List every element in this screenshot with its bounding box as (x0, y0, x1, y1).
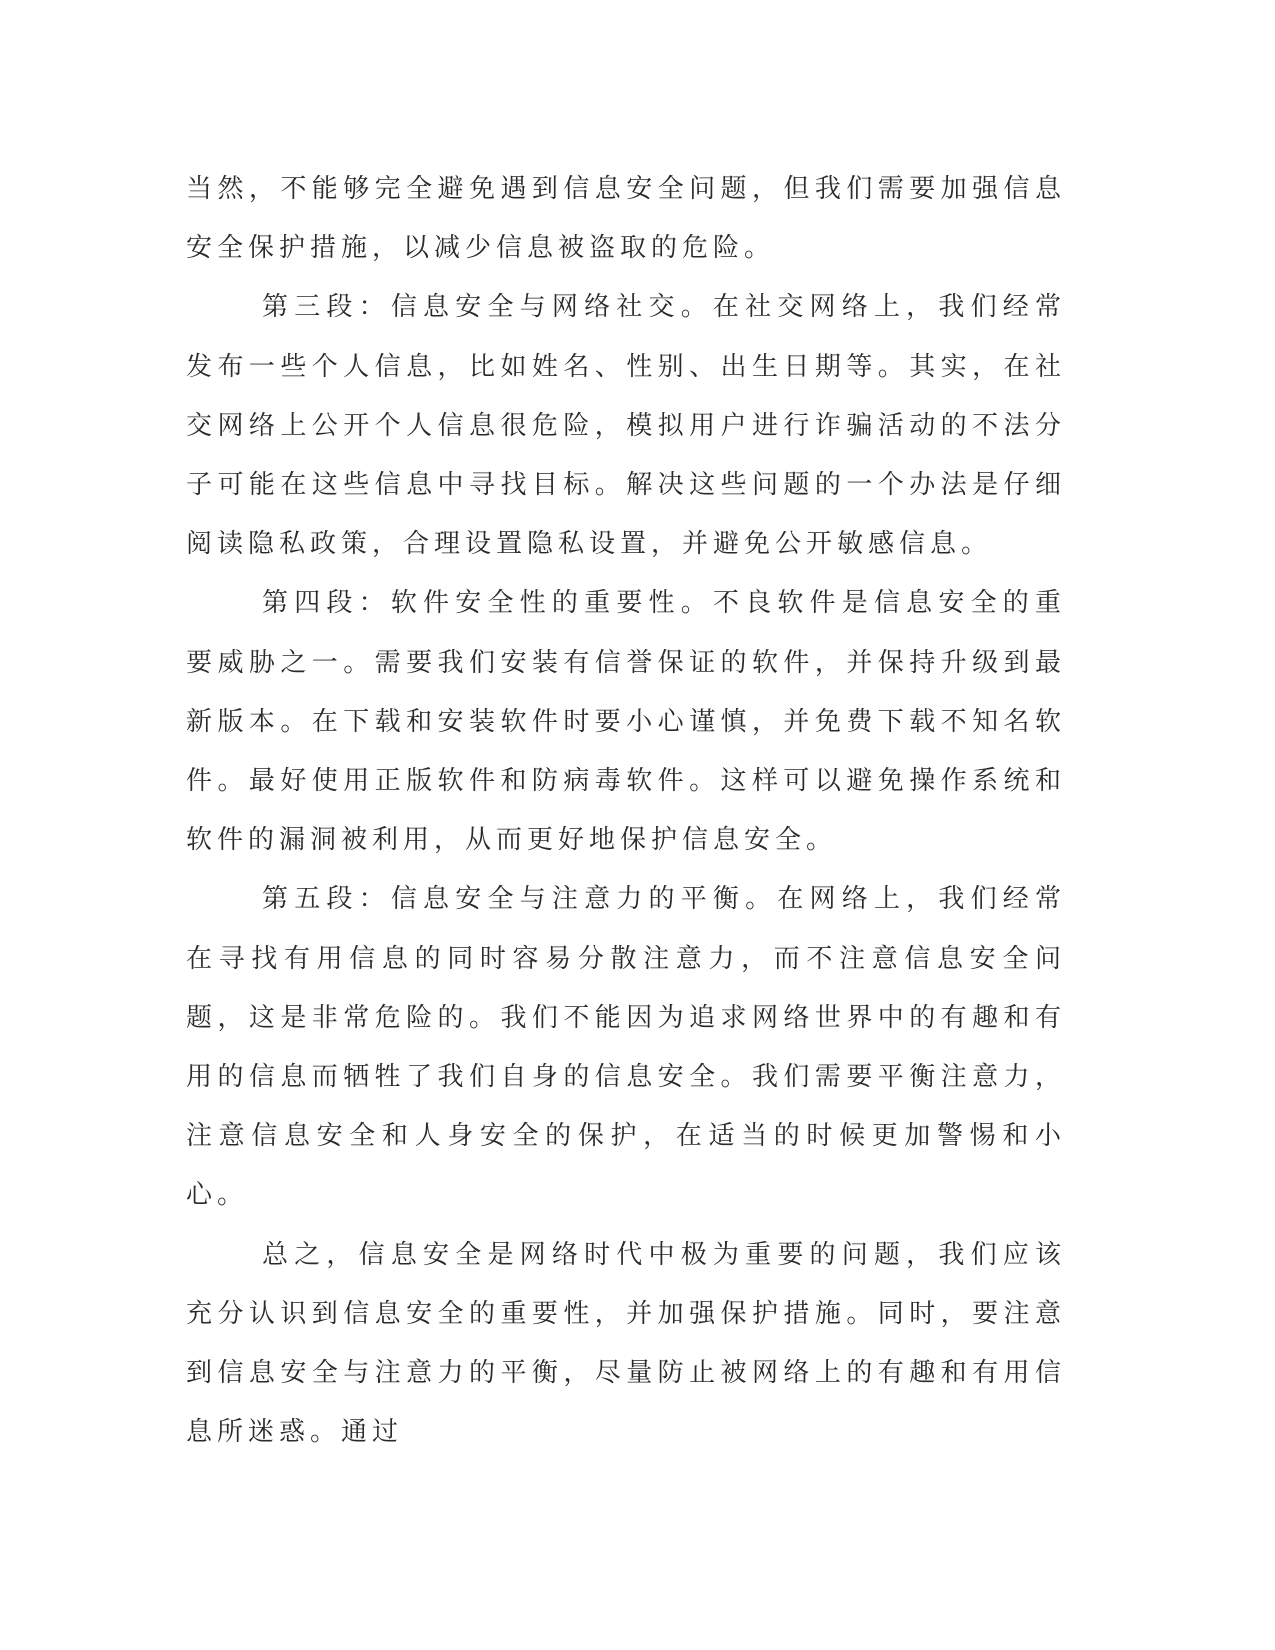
paragraph-continuation: 当然，不能够完全避免遇到信息安全问题，但我们需要加强信息安全保护措施，以减少信息被盗取的危险。 (186, 174, 1066, 264)
paragraph-section-four: 第四段：软件安全性的重要性。不良软件是信息安全的重要威胁之一。需要我们安装有信誉保证的软件，并保持升级到最新版本。在下载和安装软件时要小心谨慎，并免费下载不知名软件。最好使用正版软件和防病毒软件。这样可以避免操作系统和软件的漏洞被利用，从而更好地保护信息安全。 (186, 588, 1066, 856)
paragraph-section-three: 第三段：信息安全与网络社交。在社交网络上，我们经常发布一些个人信息，比如姓名、性别、出生日期等。其实，在社交网络上公开个人信息很危险，模拟用户进行诈骗活动的不法分子可能在这些信息中寻找目标。解决这些问题的一个办法是仔细阅读隐私政策，合理设置隐私设置，并避免公开敏感信息。 (186, 292, 1066, 560)
paragraph-conclusion: 总之，信息安全是网络时代中极为重要的问题，我们应该充分认识到信息安全的重要性，并加强保护措施。同时，要注意到信息安全与注意力的平衡，尽量防止被网络上的有趣和有用信息所迷惑。通过 (186, 1239, 1066, 1448)
document-body (186, 160, 1066, 1462)
paragraph-section-five: 第五段：信息安全与注意力的平衡。在网络上，我们经常在寻找有用信息的同时容易分散注意力，而不注意信息安全问题，这是非常危险的。我们不能因为追求网络世界中的有趣和有用的信息而牺牲了我们自身的信息安全。我们需要平衡注意力，注意信息安全和人身安全的保护，在适当的时候更加警惕和小心。 (186, 884, 1066, 1211)
